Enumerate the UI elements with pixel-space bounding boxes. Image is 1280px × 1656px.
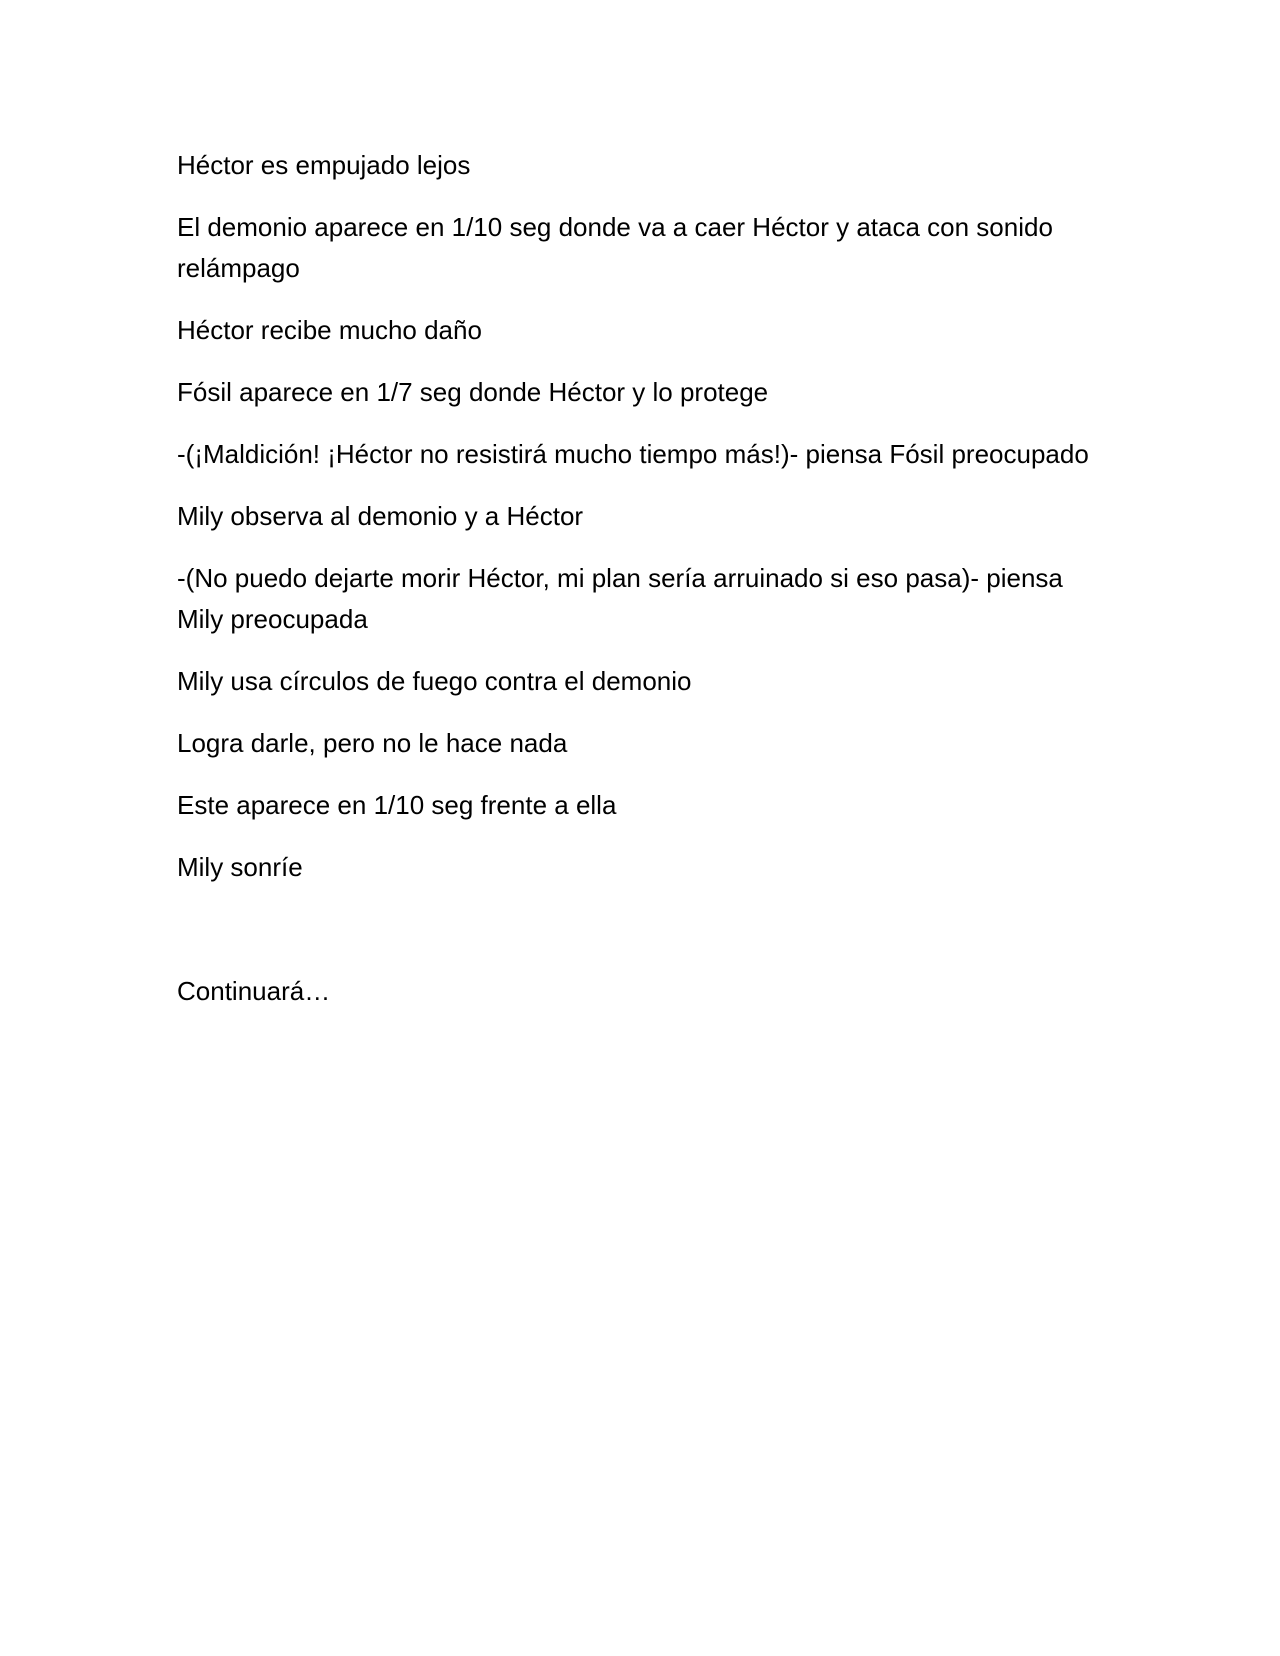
paragraph: Héctor recibe mucho daño xyxy=(177,315,482,345)
closing-text: Continuará… xyxy=(177,976,331,1006)
paragraph: Mily sonríe xyxy=(177,852,303,882)
paragraph: El demonio aparece en 1/10 seg donde va a caer Héctor y ataca con sonido relámpago xyxy=(177,212,1053,283)
paragraph: Mily observa al demonio y a Héctor xyxy=(177,501,584,531)
paragraph: Logra darle, pero no le hace nada xyxy=(177,728,568,758)
blank-line xyxy=(177,909,1107,971)
paragraph: -(¡Maldición! ¡Héctor no resistirá mucho tiempo más!)- piensa Fósil preocupado xyxy=(177,439,1089,469)
paragraph: -(No puedo dejarte morir Héctor, mi plan sería arruinado si eso pasa)- piensa Mily preocupada xyxy=(177,563,1063,634)
paragraph: Héctor es empujado lejos xyxy=(177,150,471,180)
paragraph: Fósil aparece en 1/7 seg donde Héctor y lo protege xyxy=(177,377,769,407)
document-body xyxy=(177,145,1107,1033)
paragraph: Este aparece en 1/10 seg frente a ella xyxy=(177,790,617,820)
paragraph: Mily usa círculos de fuego contra el demonio xyxy=(177,666,692,696)
